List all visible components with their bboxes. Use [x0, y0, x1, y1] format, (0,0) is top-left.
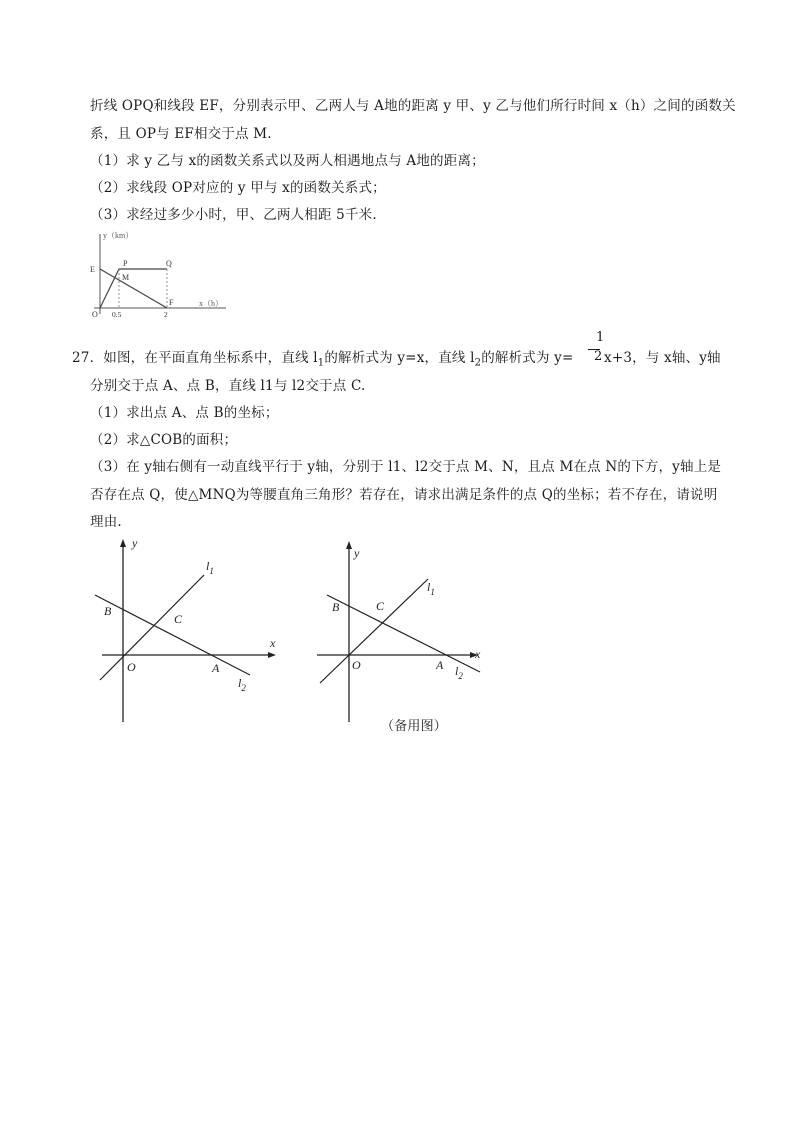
- problem27-question-2: （2）求△COB的面积；: [90, 432, 238, 448]
- figure2-point-b: B: [332, 600, 340, 614]
- figure1-l1-letter: l: [206, 559, 210, 573]
- figure1-point-o: O: [127, 660, 136, 674]
- figure1-l2-letter: l: [238, 676, 242, 690]
- figure1-point-c: C: [174, 612, 183, 626]
- problem26-question-1: （1）求 y 乙与 x的函数关系式以及两人相遇地点与 A地的距离；: [90, 153, 485, 169]
- figure1-l2-sub: 2: [241, 683, 246, 693]
- figure2-line-l1: [320, 579, 428, 683]
- figure2-l1-letter: l: [427, 580, 431, 594]
- figure1-point-b: B: [104, 604, 112, 618]
- figure1-line-l1: [100, 575, 204, 680]
- graph26-y-label: y（km）: [103, 231, 134, 240]
- graph26-tick-05: 0.5: [112, 310, 122, 319]
- figure1-y-label: y: [132, 536, 138, 550]
- problem26-question-3: （3）求经过多少小时，甲、乙两人相距 5千米.: [90, 207, 377, 223]
- fraction-numerator: 1: [596, 330, 605, 345]
- problem27-line1-part-d: x+3，与 x轴、y轴: [604, 350, 721, 366]
- graph26-tick-2: 2: [164, 310, 168, 319]
- problem27-question-1: （1）求出点 A、点 B的坐标；: [90, 405, 279, 421]
- figure2-l1-sub: 1: [430, 587, 435, 597]
- figure1-point-a: A: [212, 661, 220, 675]
- distance-time-graph: [86, 228, 236, 320]
- graph26-x-label: x（h）: [199, 299, 223, 308]
- graph26-point-o: O: [92, 310, 98, 319]
- figure2-x-label: x: [475, 647, 481, 661]
- problem27-line1-sub1: 1: [317, 357, 325, 369]
- graph26-point-f: F: [169, 298, 174, 307]
- figure2-l2-letter: l: [455, 664, 459, 678]
- figure2-point-c: C: [376, 599, 385, 613]
- problem27-line1-sub2: 2: [474, 357, 482, 369]
- problem27-line2: 分别交于点 A、点 B，直线 l1与 l2交于点 C.: [90, 378, 366, 394]
- figure2-l2-label: [455, 664, 463, 681]
- problem27-question-3-line3: 理由.: [90, 514, 122, 530]
- problem26-intro-line1: 折线 OPQ和线段 EF，分别表示甲、乙两人与 A地的距离 y 甲、y 乙与他们所行时间 x（h）之间的函数关: [90, 98, 736, 114]
- figure1-x-arrow: [268, 652, 276, 658]
- figure2-l1-label: [427, 580, 435, 597]
- problem26-question-2: （2）求线段 OP对应的 y 甲与 x的函数关系式；: [90, 180, 386, 196]
- figure1-y-arrow: [120, 539, 126, 547]
- problem27-line1-part-c: 的解析式为 y=: [481, 350, 574, 366]
- problem27-line1: [72, 349, 574, 373]
- problem27-question-3-line1: （3）在 y轴右侧有一动直线平行于 y轴，分别于 l1、l2交于点 M、N，且点 M在点 N的下方，y轴上是: [90, 459, 722, 475]
- problem26-intro-line2: 系，且 OP与 EF相交于点 M.: [90, 126, 272, 142]
- graph26-point-q: Q: [166, 259, 172, 268]
- graph26-point-p: P: [123, 259, 128, 268]
- figure2-y-arrow: [346, 541, 352, 549]
- problem27-line1-part-b: 的解析式为 y=x，直线 l: [324, 350, 475, 366]
- backup-figure-caption: （备用图）: [381, 719, 448, 734]
- figure2-point-o: O: [352, 658, 361, 672]
- fraction-denominator: 2: [594, 349, 603, 364]
- graph26-point-m: M: [122, 273, 130, 282]
- figure2-line-l2: [327, 595, 480, 672]
- figure2-point-a: A: [436, 658, 444, 672]
- figure2-l2-sub: 2: [458, 671, 463, 681]
- figure1-l2-label: [238, 676, 246, 693]
- problem27-number: 27．: [72, 350, 104, 366]
- figure1-l1-sub: 1: [209, 566, 214, 576]
- problem27-question-3-line2: 否存在点 Q，使△MNQ为等腰直角三角形？若存在，请求出满足条件的点 Q的坐标；若不存在，请说明: [90, 487, 718, 503]
- graph26-point-e: E: [90, 265, 95, 274]
- problem27-line1-part-a: 如图，在平面直角坐标系中，直线 l: [103, 350, 318, 366]
- coordinate-figure-main: [90, 535, 290, 725]
- figure2-y-label: y: [354, 546, 360, 560]
- coordinate-figure-backup: [312, 535, 512, 725]
- figure1-x-label: x: [270, 636, 276, 650]
- figure1-l1-label: [206, 559, 214, 576]
